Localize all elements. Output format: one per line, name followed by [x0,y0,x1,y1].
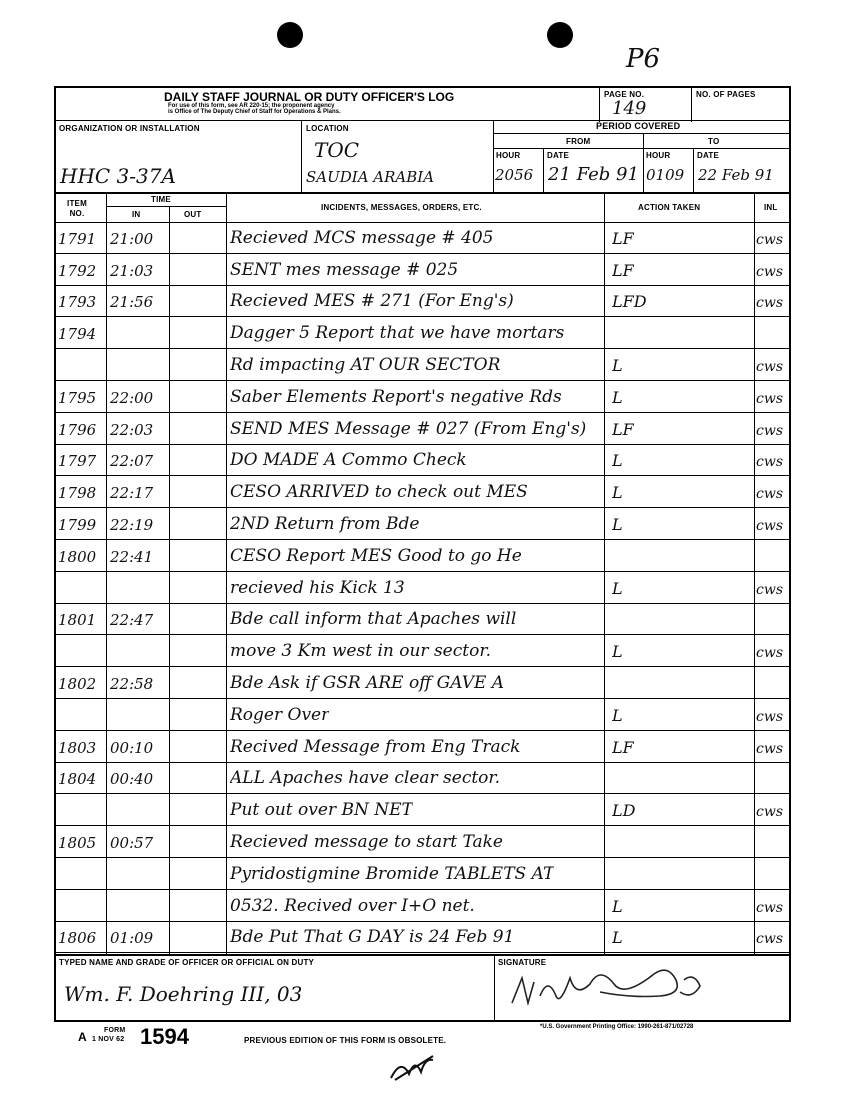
incident-text-cell: CESO ARRIVED to check out MES [230,483,528,503]
no-of-pages-label: NO. OF PAGES [696,90,756,99]
to-date-value: 22 Feb 91 [698,166,774,184]
time-in-cell: 22:19 [110,516,154,534]
incident-text-cell: Recieved MCS message # 405 [230,228,494,248]
previous-edition-note: PREVIOUS EDITION OF THIS FORM IS OBSOLETE. [244,1036,447,1045]
top-page-mark: P6 [626,44,661,74]
form-prefix: FORM [104,1027,126,1034]
incidents-label: INCIDENTS, MESSAGES, ORDERS, ETC. [321,203,482,212]
item-no-cell: 1799 [58,516,97,534]
from-date-label: DATE [547,151,569,160]
table-row [56,286,789,318]
time-in-cell: 21:00 [110,230,154,248]
form-subtitle-1: For use of this form, see AR 220-15; the proponent agency [168,103,335,109]
incident-text-cell: CESO Report MES Good to go He [230,546,522,566]
time-in-cell: 00:57 [110,834,154,852]
action-taken-cell: LF [612,229,634,248]
from-label: FROM [566,137,591,146]
form-date: 1 NOV 62 [92,1036,125,1043]
action-taken-cell: L [612,643,623,662]
inl-cell: cws [756,486,784,503]
action-taken-cell: LF [612,420,634,439]
action-taken-label: ACTION TAKEN [638,203,701,212]
time-in-cell: 01:09 [110,930,154,948]
table-row [56,635,789,667]
page-no-label: PAGE NO. [604,90,645,99]
table-row [56,826,789,858]
incident-text-cell: 2ND Return from Bde [230,514,420,534]
table-row [56,222,789,254]
to-label: TO [708,137,720,146]
time-in-cell: 22:03 [110,421,154,439]
action-taken-cell: L [612,356,623,375]
incident-text-cell: ALL Apaches have clear sector. [230,769,501,789]
table-row [56,667,789,699]
time-in-cell: 22:47 [110,612,154,630]
item-no-cell: 1795 [58,389,97,407]
time-in-cell: 21:56 [110,294,154,312]
table-row [56,858,789,890]
time-in-cell: 22:00 [110,389,154,407]
time-label: TIME [151,195,171,204]
action-taken-cell: LD [612,802,636,821]
form-title: DAILY STAFF JOURNAL OR DUTY OFFICER'S LOG [164,90,455,104]
table-row [56,794,789,826]
action-taken-cell: LFD [612,293,647,312]
incident-text-cell: DO MADE A Commo Check [230,451,467,471]
from-hour-value: 2056 [495,166,534,184]
inl-cell: cws [756,645,784,662]
item-no-cell: 1791 [58,230,97,248]
journal-form [54,86,791,1022]
punch-hole-right [547,22,573,48]
time-in-label: IN [132,210,141,219]
incident-text-cell: Put out over BN NET [230,801,413,821]
table-row [56,254,789,286]
form-header [56,88,789,192]
incident-text-cell: Bde call inform that Apaches will [230,610,517,630]
item-no-cell: 1792 [58,262,97,280]
table-row [56,572,789,604]
incident-text-cell: Roger Over [230,705,330,725]
item-no-cell: 1805 [58,834,97,852]
item-no-cell: 1800 [58,548,97,566]
printing-office-note: *U.S. Government Printing Office: 1990-261-871/02728 [540,1024,694,1030]
incident-text-cell: move 3 Km west in our sector. [230,642,491,662]
inl-cell: cws [756,804,784,821]
table-row [56,540,789,572]
signature-label: SIGNATURE [498,958,547,967]
inl-cell: cws [756,740,784,757]
org-label: ORGANIZATION OR INSTALLATION [59,124,200,133]
table-row [56,476,789,508]
inl-cell: cws [756,263,784,280]
item-no-cell: 1794 [58,326,97,344]
action-taken-cell: L [612,929,623,948]
log-rows [56,222,789,954]
to-hour-value: 0109 [646,166,685,184]
incident-text-cell: Pyridostigmine Bromide TABLETS AT [230,864,555,884]
signature-mark [504,968,744,1018]
incident-text-cell: Dagger 5 Report that we have mortars [230,324,565,344]
bottom-initials-mark [385,1050,445,1084]
table-row [56,349,789,381]
inl-cell: cws [756,931,784,948]
action-taken-cell: L [612,452,623,471]
item-no-cell: 1806 [58,930,97,948]
time-in-cell: 21:03 [110,262,154,280]
incident-text-cell: Recived Message from Eng Track [230,737,521,757]
action-taken-cell: L [612,484,623,503]
item-no-cell: 1797 [58,453,97,471]
table-row [56,731,789,763]
org-value: HHC 3-37A [60,164,176,188]
time-in-cell: 00:10 [110,739,154,757]
location-value-2: SAUDIA ARABIA [306,168,435,186]
action-taken-cell: L [612,515,623,534]
location-value-1: TOC [314,138,360,162]
punch-hole-left [277,22,303,48]
typed-name-label: TYPED NAME AND GRADE OF OFFICER OR OFFICIAL ON DUTY [59,958,315,967]
inl-cell: cws [756,899,784,916]
table-row [56,381,789,413]
table-row [56,317,789,349]
column-headers [56,194,789,222]
action-taken-cell: LF [612,738,634,757]
time-in-cell: 00:40 [110,771,154,789]
table-row [56,699,789,731]
incident-text-cell: Recieved MES # 271 (For Eng's) [230,292,514,312]
time-out-label: OUT [184,210,202,219]
action-taken-cell: L [612,897,623,916]
action-taken-cell: L [612,579,623,598]
incident-text-cell: 0532. Recived over I+O net. [230,896,475,916]
inl-cell: cws [756,295,784,312]
table-row [56,445,789,477]
inl-cell: cws [756,708,784,725]
inl-cell: cws [756,517,784,534]
incident-text-cell: SENT mes message # 025 [230,260,459,280]
location-label: LOCATION [306,124,349,133]
incident-text-cell: recieved his Kick 13 [230,578,405,598]
time-in-cell: 22:07 [110,453,154,471]
table-row [56,604,789,636]
item-no-cell: 1798 [58,485,97,503]
item-no-cell: 1803 [58,739,97,757]
item-no-cell: 1801 [58,612,97,630]
table-row [56,922,789,954]
page-no-value: 149 [612,98,647,119]
inl-cell: cws [756,358,784,375]
table-row [56,413,789,445]
form-subtitle-2: is Office of The Deputy Chief of Staff for Operations & Plans. [168,109,341,115]
from-hour-label: HOUR [496,151,521,160]
item-no-cell: 1793 [58,294,97,312]
typed-name-value: Wm. F. Doehring III, 03 [64,982,303,1006]
table-row [56,508,789,540]
table-row [56,763,789,795]
inl-cell: cws [756,390,784,407]
inl-cell: cws [756,422,784,439]
incident-text-cell: Recieved message to start Take [230,832,503,852]
incident-text-cell: Rd impacting AT OUR SECTOR [230,355,501,375]
form-number: 1594 [140,1024,189,1049]
to-hour-label: HOUR [646,151,671,160]
action-taken-cell: LF [612,261,634,280]
incident-text-cell: Saber Elements Report's negative Rds [230,387,562,407]
time-in-cell: 22:17 [110,485,154,503]
item-no-label: ITEM NO. [67,199,87,218]
incident-text-cell: Bde Ask if GSR ARE off GAVE A [230,673,505,693]
time-in-cell: 22:58 [110,675,154,693]
item-no-cell: 1796 [58,421,97,439]
from-date-value: 21 Feb 91 [548,164,639,185]
item-no-cell: 1802 [58,675,97,693]
action-taken-cell: L [612,706,623,725]
to-date-label: DATE [697,151,719,160]
inl-label: INL [764,203,778,212]
inl-cell: cws [756,581,784,598]
inl-cell: cws [756,231,784,248]
table-row [56,890,789,922]
action-taken-cell: L [612,388,623,407]
period-covered-label: PERIOD COVERED [596,121,681,131]
time-in-cell: 22:41 [110,548,154,566]
incident-text-cell: SEND MES Message # 027 (From Eng's) [230,419,587,439]
item-no-cell: 1804 [58,771,97,789]
incident-text-cell: Bde Put That G DAY is 24 Feb 91 [230,928,515,948]
inl-cell: cws [756,454,784,471]
